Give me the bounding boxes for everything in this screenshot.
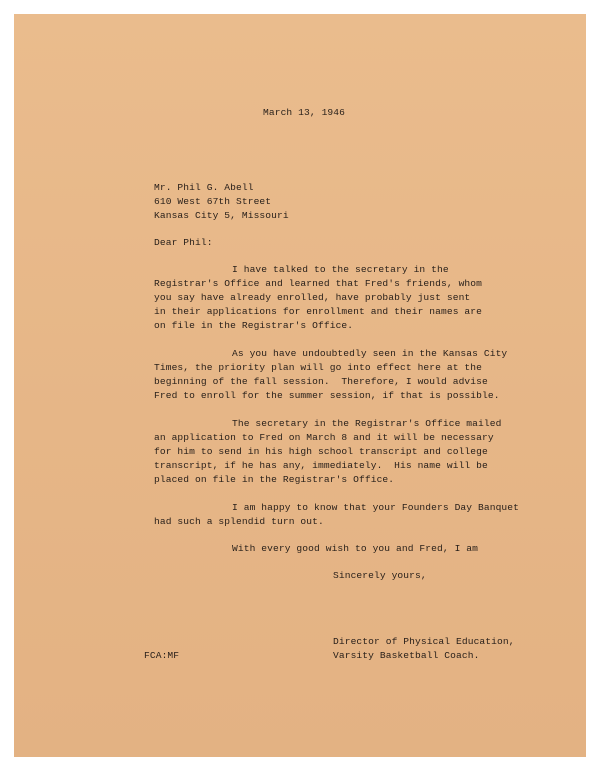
recipient-street: 610 West 67th Street [154,196,272,207]
recipient-name: Mr. Phil G. Abell [154,182,254,193]
paragraph-2-line: As you have undoubtedly seen in the Kansas City [232,348,508,359]
paragraph-1-line: you say have already enrolled, have probably just sent [154,292,471,303]
signature-title-line: Varsity Basketball Coach. [333,650,480,661]
paragraph-3-line: transcript, if he has any, immediately. His name will be [154,460,488,471]
paragraph-2-line: Fred to enroll for the summer session, if that is possible. [154,390,500,401]
letter-date: March 13, 1946 [263,107,346,118]
paragraph-4-line: I am happy to know that your Founders Day Banquet [232,502,520,513]
letter-sheet [14,14,586,757]
paragraph-1-line: in their applications for enrollment and their names are [154,306,483,317]
reference-initials: FCA:MF [144,650,180,661]
paragraph-3-line: for him to send in his high school transcript and college [154,446,488,457]
paragraph-3-line: The secretary in the Registrar's Office mailed [232,418,502,429]
signature-title-line: Director of Physical Education, [333,636,515,647]
closing: Sincerely yours, [333,570,427,581]
paragraph-4-line: had such a splendid turn out. [154,516,324,527]
paragraph-2-line: Times, the priority plan will go into effect here at the [154,362,483,373]
paragraph-3-line: an application to Fred on March 8 and it will be necessary [154,432,494,443]
paragraph-1-line: Registrar's Office and learned that Fred's friends, whom [154,278,483,289]
paragraph-1-line: I have talked to the secretary in the [232,264,449,275]
paragraph-2-line: beginning of the fall session. Therefore, I would advise [154,376,488,387]
paragraph-1-line: on file in the Registrar's Office. [154,320,354,331]
recipient-city: Kansas City 5, Missouri [154,210,289,221]
salutation: Dear Phil: [154,237,213,248]
paragraph-3-line: placed on file in the Registrar's Office. [154,474,395,485]
paragraph-5: With every good wish to you and Fred, I am [232,543,479,554]
